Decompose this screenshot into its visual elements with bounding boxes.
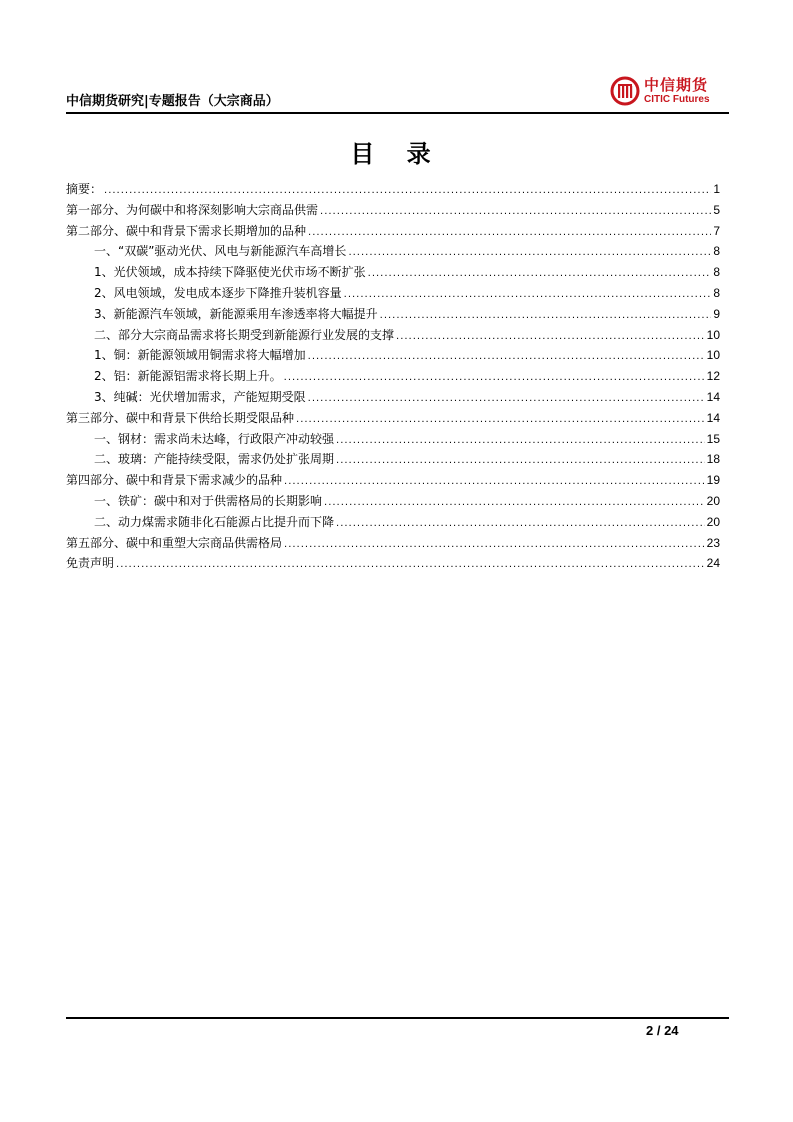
toc-entry-label[interactable]: 第三部分、碳中和背景下供给长期受限品种 [66,410,295,425]
toc-entry-label[interactable]: 2、风电领域，发电成本逐步下降推升装机容量 [94,285,342,300]
toc-leader-dots [308,393,705,404]
toc-leader-dots [104,185,711,196]
toc-entry-page[interactable]: 19 [706,473,720,488]
header-divider [66,112,729,114]
toc-entry-page[interactable]: 8 [713,244,720,259]
toc-entry[interactable] [66,388,720,409]
toc-entry-label[interactable]: 二、玻璃：产能持续受限，需求仍处扩张周期 [94,452,335,467]
toc-leader-dots [336,435,705,446]
toc-leader-dots [284,372,705,383]
toc-entry[interactable] [66,242,720,263]
toc-entry[interactable] [66,534,720,555]
toc-entry-label[interactable]: 3、新能源汽车领域，新能源乘用车渗透率将大幅提升 [94,306,378,321]
toc-entry[interactable] [66,263,720,284]
toc-entry-page[interactable]: 1 [713,182,720,196]
toc-entry[interactable] [66,430,720,451]
toc-entry[interactable] [66,180,720,201]
toc-leader-dots [308,227,711,238]
citic-logo-icon [610,74,640,108]
toc-entry[interactable] [66,492,720,513]
toc-leader-dots [284,476,705,487]
toc-leader-dots [116,559,705,570]
toc-entry-page[interactable]: 8 [713,265,720,280]
toc-leader-dots [308,351,705,362]
toc-entry-page[interactable]: 9 [713,306,720,321]
footer-divider [66,1017,729,1019]
page-number: 2 / 24 [646,1023,679,1038]
toc-entry-label[interactable]: 第五部分、碳中和重塑大宗商品供需格局 [66,535,283,550]
toc-entry[interactable] [66,513,720,534]
toc-entry-page[interactable]: 15 [706,431,720,446]
toc-entry[interactable] [66,367,720,388]
toc-entry-page[interactable]: 10 [706,327,720,342]
toc-leader-dots [380,310,712,321]
toc-entry[interactable] [66,409,720,430]
toc-entry[interactable] [66,222,720,243]
table-of-contents [66,180,720,575]
toc-entry[interactable] [66,284,720,305]
toc-leader-dots [348,247,711,258]
toc-entry-page[interactable]: 23 [706,535,720,550]
toc-entry-page[interactable]: 7 [713,223,720,238]
logo-chinese-text: 中信期货 [644,76,709,94]
toc-entry[interactable] [66,450,720,471]
toc-leader-dots [324,497,705,508]
toc-entry[interactable] [66,326,720,347]
toc-entry-label[interactable]: 一、钢材：需求尚未达峰，行政限产冲动较强 [94,431,335,446]
logo-english-text: CITIC Futures [644,94,710,105]
toc-entry-label[interactable]: 一、“双碳”驱动光伏、风电与新能源汽车高增长 [94,244,347,259]
citic-futures-logo [610,74,730,108]
toc-entry-page[interactable]: 20 [706,493,720,508]
toc-entry[interactable] [66,471,720,492]
toc-entry-label[interactable]: 3、纯碱：光伏增加需求，产能短期受限 [94,389,306,404]
toc-entry-label[interactable]: 第四部分、碳中和背景下需求减少的品种 [66,473,283,488]
toc-entry-page[interactable]: 20 [706,514,720,529]
toc-entry-page[interactable]: 24 [706,556,720,571]
toc-entry-page[interactable]: 5 [713,202,720,217]
toc-leader-dots [320,206,711,217]
toc-entry-label[interactable]: 免责声明 [66,556,115,571]
toc-leader-dots [344,289,712,300]
toc-entry-page[interactable]: 8 [713,285,720,300]
toc-entry-label[interactable]: 1、光伏领域，成本持续下降驱使光伏市场不断扩张 [94,265,366,280]
toc-entry-label[interactable]: 第一部分、为何碳中和将深刻影响大宗商品供需 [66,202,319,217]
toc-entry-label[interactable]: 一、铁矿：碳中和对于供需格局的长期影响 [94,493,323,508]
toc-leader-dots [296,414,705,425]
toc-entry-label[interactable]: 二、动力煤需求随非化石能源占比提升而下降 [94,514,335,529]
toc-entry-page[interactable]: 18 [706,452,720,467]
toc-entry-label[interactable]: 摘要： [66,182,103,196]
toc-entry-page[interactable]: 10 [706,348,720,363]
toc-entry-page[interactable]: 12 [706,369,720,384]
report-header-title: 中信期货研究|专题报告（大宗商品） [66,94,279,109]
toc-entry-label[interactable]: 1、铜：新能源领域用铜需求将大幅增加 [94,348,306,363]
toc-leader-dots [284,539,705,550]
toc-entry[interactable] [66,554,720,575]
toc-entry-label[interactable]: 第二部分、碳中和背景下需求长期增加的品种 [66,223,307,238]
toc-entry[interactable] [66,201,720,222]
toc-entry-page[interactable]: 14 [706,389,720,404]
toc-entry-label[interactable]: 2、铝：新能源铝需求将长期上升。 [94,369,282,384]
toc-entry-page[interactable]: 14 [706,410,720,425]
toc-leader-dots [396,331,705,342]
toc-leader-dots [336,518,705,529]
toc-entry-label[interactable]: 二、部分大宗商品需求将长期受到新能源行业发展的支撑 [94,327,395,342]
toc-leader-dots [336,455,705,466]
toc-title: 目 录 [350,140,443,168]
toc-entry[interactable] [66,305,720,326]
toc-leader-dots [368,268,712,279]
toc-entry[interactable] [66,346,720,367]
